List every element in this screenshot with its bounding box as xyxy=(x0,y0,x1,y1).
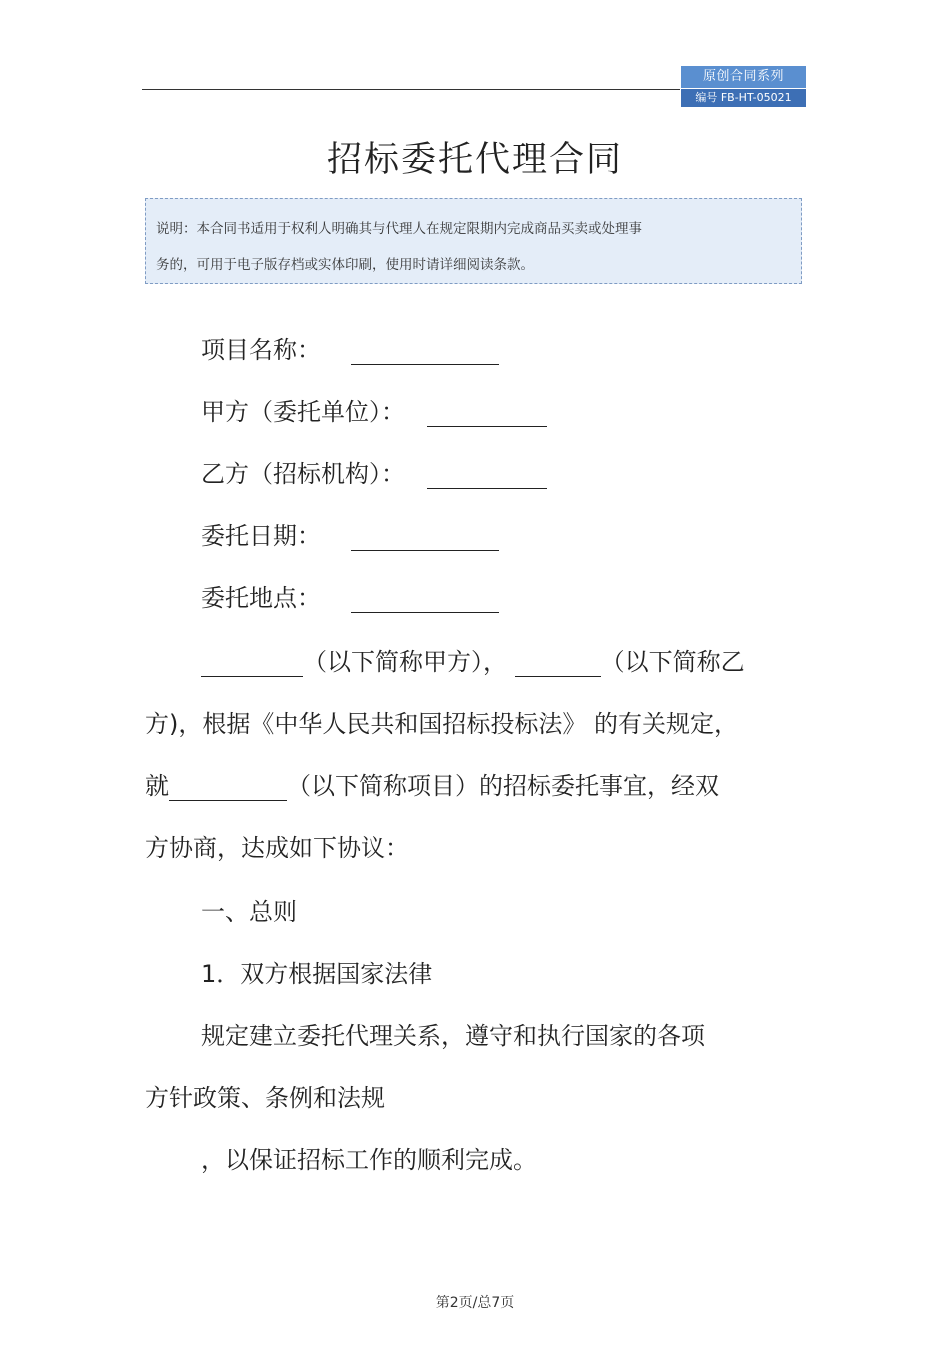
field-label: 项目名称： xyxy=(201,336,321,364)
clause-item: 1．双方根据国家法律 xyxy=(201,960,433,988)
location-blank[interactable] xyxy=(351,586,499,613)
paragraph-parties xyxy=(201,642,745,677)
paragraph-project xyxy=(145,766,719,801)
page-number: 第2页/总7页 xyxy=(435,1295,515,1311)
document-code-badge: 编号 FB-HT-05021 xyxy=(681,89,806,107)
usage-note-box xyxy=(145,198,802,284)
header-rule xyxy=(142,89,680,90)
field-project-name xyxy=(201,330,499,365)
party-a-name-blank[interactable] xyxy=(201,650,303,677)
paragraph-line: 方协商，达成如下协议： xyxy=(145,834,409,862)
field-label: 委托地点： xyxy=(201,584,321,612)
paragraph-line: 方针政策、条例和法规 xyxy=(145,1084,385,1112)
paragraph-line: ，以保证招标工作的顺利完成。 xyxy=(201,1146,537,1174)
note-line-2: 务的，可用于电子版存档或实体印刷，使用时请详细阅读条款。 xyxy=(156,257,534,273)
field-label: 委托日期： xyxy=(201,522,321,550)
text-segment: （以下简称乙 xyxy=(600,648,745,676)
party-a-blank[interactable] xyxy=(427,400,547,427)
field-label: 甲方（委托单位）： xyxy=(201,398,405,426)
date-blank[interactable] xyxy=(351,524,499,551)
note-line-1: 说明：本合同书适用于权利人明确其与代理人在规定限期内完成商品买卖或处理事 xyxy=(156,221,642,237)
section-heading: 一、总则 xyxy=(201,898,297,926)
text-segment: （以下简称甲方）， xyxy=(303,648,507,676)
party-b-blank[interactable] xyxy=(427,462,547,489)
project-blank[interactable] xyxy=(169,774,287,801)
page-title: 招标委托代理合同 xyxy=(326,140,623,180)
field-location xyxy=(201,578,499,613)
text-segment: 就 xyxy=(145,772,169,800)
field-label: 乙方（招标机构）： xyxy=(201,460,405,488)
paragraph-line: 方)，根据《中华人民共和国招标投标法》 的有关规定， xyxy=(145,710,738,738)
text-segment: （以下简称项目）的招标委托事宜，经双 xyxy=(287,772,719,800)
field-party-a xyxy=(201,392,547,427)
party-b-name-blank[interactable] xyxy=(515,650,601,677)
field-party-b xyxy=(201,454,547,489)
paragraph-line: 规定建立委托代理关系，遵守和执行国家的各项 xyxy=(201,1022,705,1050)
field-date xyxy=(201,516,499,551)
project-name-blank[interactable] xyxy=(351,338,499,365)
series-badge: 原创合同系列 xyxy=(681,66,806,88)
